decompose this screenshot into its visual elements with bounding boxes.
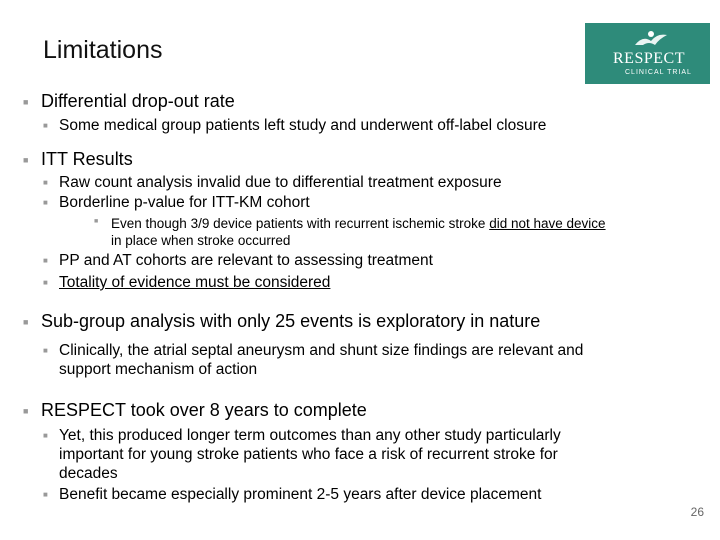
bullet-duration: RESPECT took over 8 years to complete [41,400,367,420]
respect-logo [585,23,710,84]
bullet-marker: ■ [43,346,48,355]
bullet-marker: ■ [43,431,48,440]
bullet-duration-detail-end: decades [59,465,118,482]
note-underlined: did not have device [489,216,606,231]
bullet-itt-device-note-cont: in place when stroke occurred [111,233,291,248]
bullet-duration-benefit: Benefit became especially prominent 2-5 years after device placement [59,486,542,503]
bullet-itt-pp-at: PP and AT cohorts are relevant to assessing treatment [59,252,433,269]
bullet-itt-pvalue: Borderline p-value for ITT-KM cohort [59,194,310,211]
bullet-marker: ■ [43,178,48,187]
bullet-subgroup-detail: Clinically, the atrial septal aneurysm and shunt size findings are relevant and [59,342,584,359]
logo-sub: CLINICAL TRIAL [625,69,692,76]
page-number: 26 [690,505,704,519]
bullet-marker: ■ [23,155,29,165]
bullet-marker: ■ [43,121,48,130]
bullet-itt-device-note [111,215,606,232]
bullet-dropout: Differential drop-out rate [41,91,235,111]
bullet-marker: ■ [23,97,29,107]
bullet-marker: ■ [94,218,99,225]
bullet-subgroup-detail-cont: support mechanism of action [59,361,258,378]
bullet-marker: ■ [43,490,48,499]
bullet-dropout-detail: Some medical group patients left study and underwent off-label closure [59,117,547,134]
note-text: Even though 3/9 device patients with recurrent ischemic stroke [111,216,490,231]
bullet-marker: ■ [43,256,48,265]
logo-brand: RESPECT [613,50,685,67]
bullet-subgroup: Sub-group analysis with only 25 events is exploratory in nature [41,311,541,331]
slide-title: Limitations [43,36,163,64]
bullet-itt-totality: Totality of evidence must be considered [59,274,331,291]
bullet-marker: ■ [23,317,29,327]
bullet-itt-raw: Raw count analysis invalid due to differential treatment exposure [59,174,502,191]
bullet-itt: ITT Results [41,149,133,169]
bullet-duration-detail: Yet, this produced longer term outcomes than any other study particularly [59,427,561,444]
bullet-marker: ■ [23,406,29,416]
bullet-marker: ■ [43,198,48,207]
bullet-duration-detail-cont: important for young stroke patients who face a risk of recurrent stroke for [59,446,558,463]
bullet-marker: ■ [43,278,48,287]
